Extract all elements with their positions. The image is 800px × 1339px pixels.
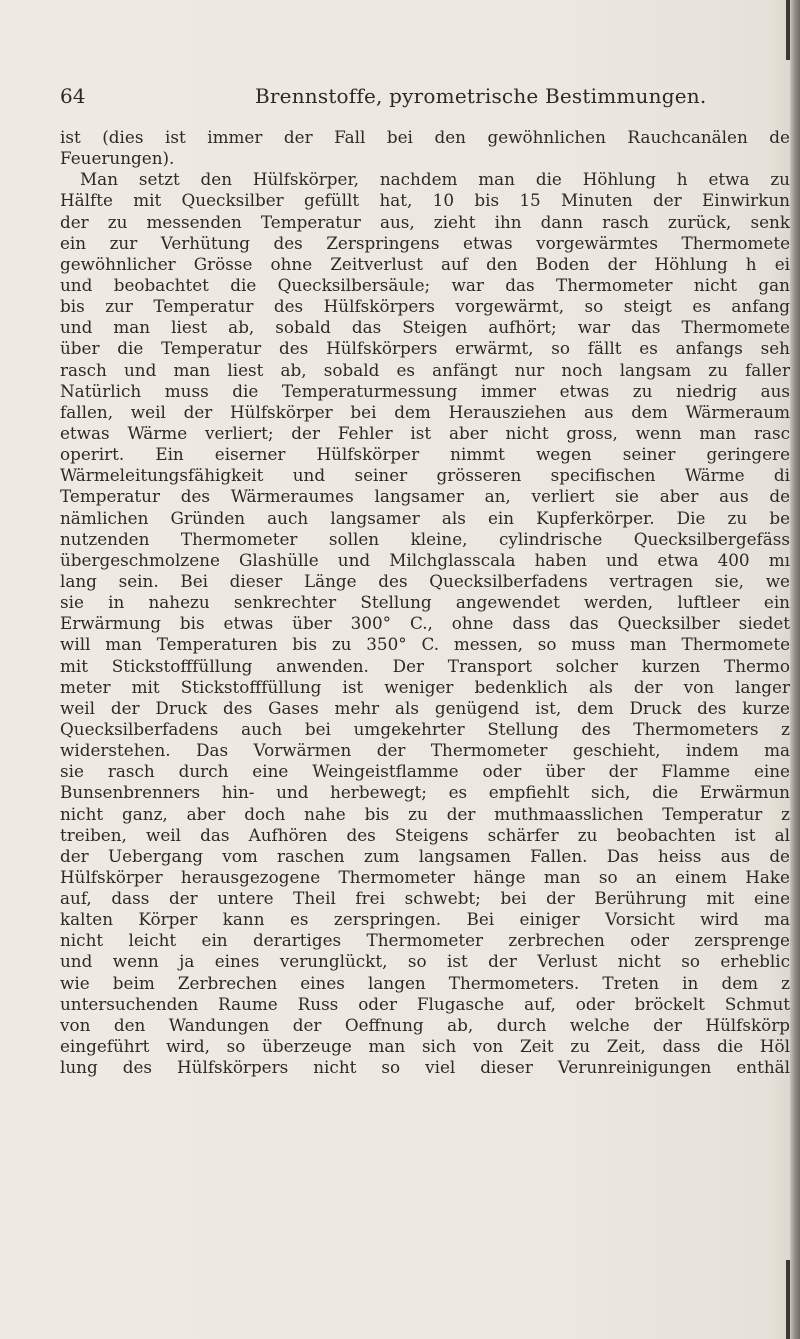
text-line: sie in nahezu senkrechter Stellung angewendet werden, luftleer ein (60, 592, 790, 613)
text-line: Man setzt den Hülfskörper, nachdem man die Höhlung h etwa zu (80, 169, 790, 190)
text-line: nicht ganz, aber doch nahe bis zu der muthmaasslichen Temperatur z (60, 803, 790, 824)
text-line: ist (dies ist immer der Fall bei den gewöhnlichen Rauchcanälen de (60, 127, 790, 147)
text-line: Erwärmung bis etwas über 300° C., ohne dass das Quecksilber siedet (60, 613, 790, 634)
gutter-shadow (786, 0, 790, 60)
gutter-shadow (786, 1260, 790, 1339)
text-line: lung des Hülfskörpers nicht so viel dieser Verunreinigungen enthäl (60, 1057, 790, 1078)
text-line: über die Temperatur des Hülfskörpers erwärmt, so fällt es anfangs seh (60, 338, 790, 359)
text-line: operirt. Ein eiserner Hülfskörper nimmt wegen seiner geringere (60, 444, 790, 465)
text-line: gewöhnlicher Grösse ohne Zeitverlust auf den Boden der Höhlung h ei (60, 253, 790, 274)
text-line: untersuchenden Raume Russ oder Flugasche auf, oder bröckelt Schmut (60, 993, 790, 1014)
text-line: übergeschmolzene Glashülle und Milchglasscala haben und etwa 400 mı (60, 549, 790, 570)
text-line: lang sein. Bei dieser Länge des Quecksilberfadens vertragen sie, we (60, 570, 790, 591)
text-line: wie beim Zerbrechen eines langen Thermometers. Treten in dem z (60, 972, 790, 993)
text-line: und wenn ja eines verunglückt, so ist der Verlust nicht so erheblic (60, 951, 790, 972)
text-line: mit Stickstofffüllung anwenden. Der Transport solcher kurzen Thermo (60, 655, 790, 676)
text-line: und beobachtet die Quecksilbersäule; war das Thermometer nicht gan (60, 274, 790, 295)
text-line: Temperatur des Wärmeraumes langsamer an, verliert sie aber aus de (60, 486, 790, 507)
page-header (60, 84, 800, 114)
text-line: meter mit Stickstofffüllung ist weniger bedenklich als der von langer (60, 676, 790, 697)
page-number: 64 (60, 84, 86, 108)
text-line: Bunsenbrenners hin- und herbewegt; es empfiehlt sich, die Erwärmun (60, 782, 790, 803)
text-line: und man liest ab, sobald das Steigen aufhört; war das Thermomete (60, 317, 790, 338)
text-line: rasch und man liest ab, sobald es anfängt nur noch langsam zu faller (60, 359, 790, 380)
text-line: etwas Wärme verliert; der Fehler ist aber nicht gross, wenn man rasc (60, 422, 790, 443)
text-line: nicht leicht ein derartiges Thermometer zerbrechen oder zersprenge (60, 930, 790, 951)
body-text (60, 127, 792, 1078)
text-line: Wärmeleitungsfähigkeit und seiner grösseren specifischen Wärme di (60, 465, 790, 486)
page-gutter-edge (790, 0, 800, 1339)
text-line: kalten Körper kann es zerspringen. Bei einiger Vorsicht wird ma (60, 909, 790, 930)
text-line: weil der Druck des Gases mehr als genügend ist, dem Druck des kurze (60, 697, 790, 718)
running-title: Brennstoffe, pyrometrische Bestimmungen. (255, 84, 707, 108)
text-line: sie rasch durch eine Weingeistflamme oder über der Flamme eine (60, 761, 790, 782)
text-line: nutzenden Thermometer sollen kleine, cylindrische Quecksilbergefäss (60, 528, 790, 549)
text-line: Hälfte mit Quecksilber gefüllt hat, 10 bis 15 Minuten der Einwirkun (60, 190, 790, 211)
text-line: bis zur Temperatur des Hülfskörpers vorgewärmt, so steigt es anfang (60, 296, 790, 317)
text-line: will man Temperaturen bis zu 350° C. messen, so muss man Thermomete (60, 634, 790, 655)
text-line: der Uebergang vom raschen zum langsamen Fallen. Das heiss aus de (60, 845, 790, 866)
text-line: Feuerungen). (60, 148, 175, 169)
text-line: Natürlich muss die Temperaturmessung immer etwas zu niedrig aus (60, 380, 790, 401)
text-line: ein zur Verhütung des Zerspringens etwas vorgewärmtes Thermomete (60, 232, 790, 253)
text-line: treiben, weil das Aufhören des Steigens schärfer zu beobachten ist al (60, 824, 790, 845)
text-line: der zu messenden Temperatur aus, zieht ihn dann rasch zurück, senk (60, 211, 790, 232)
text-line: Quecksilberfadens auch bei umgekehrter Stellung des Thermometers z (60, 718, 790, 739)
text-line: widerstehen. Das Vorwärmen der Thermometer geschieht, indem ma (60, 740, 790, 761)
text-line: auf, dass der untere Theil frei schwebt; bei der Berührung mit eine (60, 888, 790, 909)
text-line: Hülfskörper herausgezogene Thermometer hänge man so an einem Hake (60, 866, 790, 887)
text-line: nämlichen Gründen auch langsamer als ein Kupferkörper. Die zu be (60, 507, 790, 528)
text-line: fallen, weil der Hülfskörper bei dem Herausziehen aus dem Wärmeraum (60, 401, 790, 422)
text-line: eingeführt wird, so überzeuge man sich von Zeit zu Zeit, dass die Höl (60, 1036, 790, 1057)
text-line: von den Wandungen der Oeffnung ab, durch welche der Hülfskörp (60, 1014, 790, 1035)
